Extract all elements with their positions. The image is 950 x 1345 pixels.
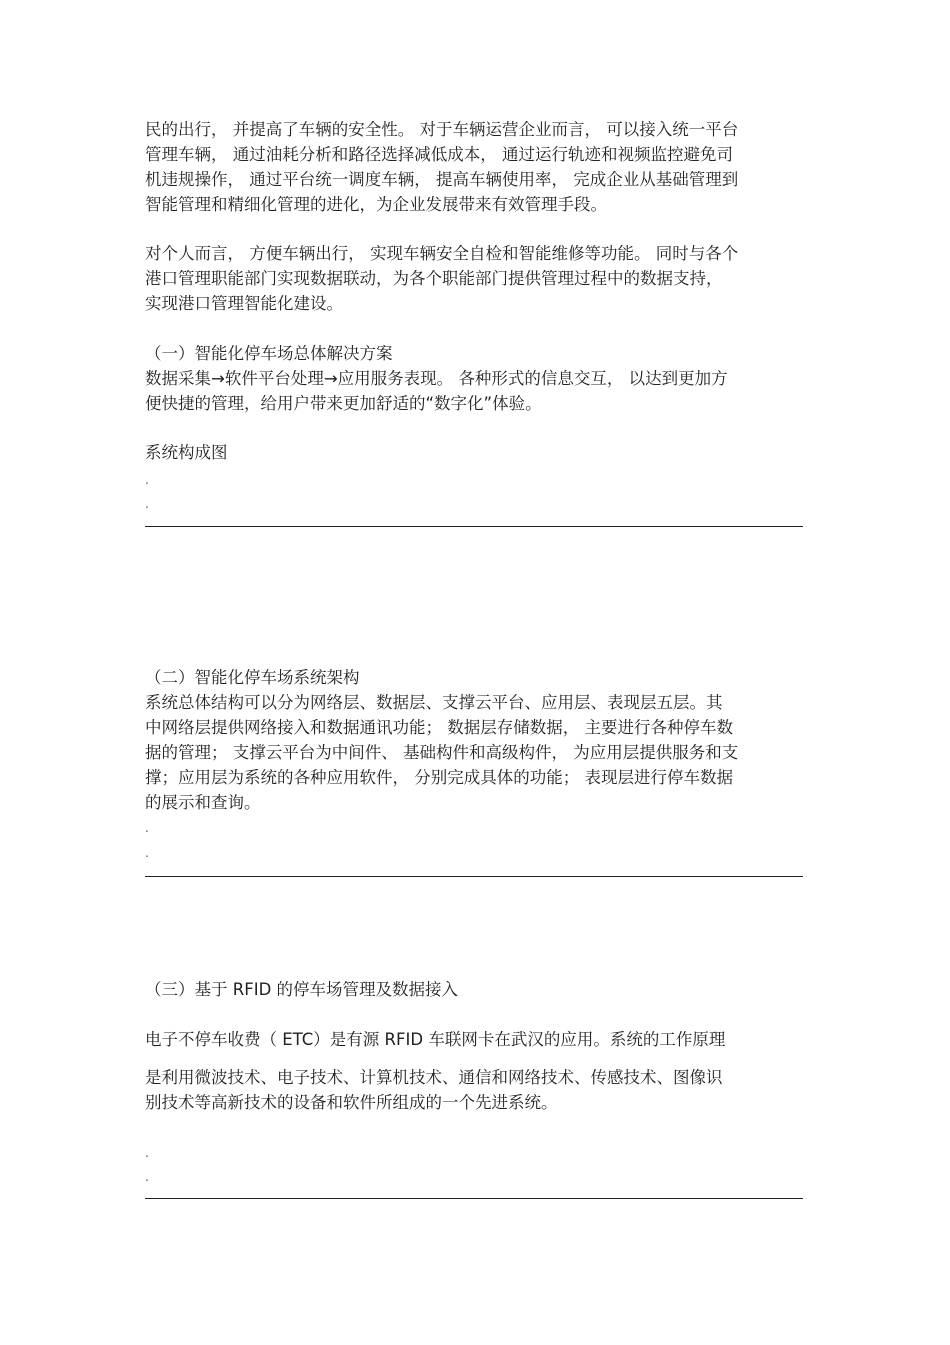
text-line: 数据采集→软件平台处理→应用服务表现。 各种形式的信息交互， 以达到更加方	[145, 369, 728, 388]
section-heading: （二）智能化停车场系统架构	[145, 668, 360, 687]
text-line: 民的出行， 并提高了车辆的安全性。 对于车辆运营企业而言， 可以接入统一平台	[145, 120, 739, 139]
divider-line	[145, 526, 803, 527]
text-line: 的展示和查询。	[145, 793, 261, 812]
text-line: 撑；应用层为系统的各种应用软件， 分别完成具体的功能； 表现层进行停车数据	[145, 768, 733, 787]
dot-marker: .	[145, 821, 149, 835]
text-line: 智能管理和精细化管理的进化，为企业发展带来有效管理手段。	[145, 195, 607, 214]
dot-marker: .	[145, 473, 149, 487]
section-heading: （一）智能化停车场总体解决方案	[145, 344, 393, 363]
section-heading: （三）基于 RFID 的停车场管理及数据接入	[145, 980, 459, 999]
text-line: 机违规操作， 通过平台统一调度车辆， 提高车辆使用率， 完成企业从基础管理到	[145, 170, 739, 189]
dot-marker: .	[145, 1170, 149, 1184]
dot-marker: .	[145, 846, 149, 860]
figure-label: 系统构成图	[145, 443, 228, 462]
text-line: 实现港口管理智能化建设。	[145, 294, 343, 313]
text-line: 中网络层提供网络接入和数据通讯功能； 数据层存储数据， 主要进行各种停车数	[145, 718, 733, 737]
dot-marker: .	[145, 1146, 149, 1160]
divider-line	[145, 876, 803, 877]
text-line: 别技术等高新技术的设备和软件所组成的一个先进系统。	[145, 1093, 558, 1112]
text-line: 便快捷的管理，给用户带来更加舒适的“数字化”体验。	[145, 394, 542, 413]
text-line: 系统总体结构可以分为网络层、数据层、支撑云平台、应用层、表现层五层。其	[145, 693, 723, 712]
text-line: 是利用微波技术、电子技术、计算机技术、通信和网络技术、传感技术、图像识	[145, 1068, 723, 1087]
text-line: 据的管理； 支撑云平台为中间件、 基础构件和高级构件， 为应用层提供服务和支	[145, 743, 739, 762]
text-line: 港口管理职能部门实现数据联动，为各个职能部门提供管理过程中的数据支持，	[145, 269, 723, 288]
text-line: 对个人而言， 方便车辆出行， 实现车辆安全自检和智能维修等功能。 同时与各个	[145, 244, 739, 263]
text-line: 电子不停车收费（ ETC）是有源 RFID 车联网卡在武汉的应用。系统的工作原理	[145, 1030, 726, 1049]
text-line: 管理车辆， 通过油耗分析和路径选择减低成本， 通过运行轨迹和视频监控避免司	[145, 145, 733, 164]
dot-marker: .	[145, 497, 149, 511]
divider-line	[145, 1198, 803, 1199]
